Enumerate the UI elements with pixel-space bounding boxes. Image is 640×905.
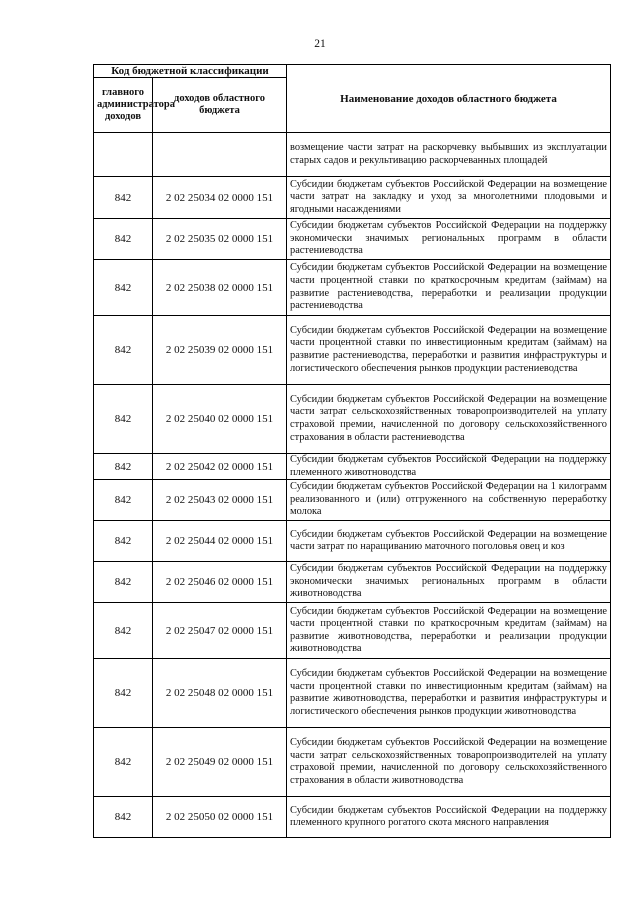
admin-code-cell: 842 (94, 521, 153, 562)
admin-code-cell: 842 (94, 177, 153, 219)
income-code-cell: 2 02 25035 02 0000 151 (153, 219, 287, 260)
admin-code-cell: 842 (94, 603, 153, 659)
income-name-cell: Субсидии бюджетам субъектов Российской Федерации на поддержку экономически значимых региональных программ в области животноводства (287, 562, 611, 603)
admin-code-cell: 842 (94, 562, 153, 603)
income-name-cell: Субсидии бюджетам субъектов Российской Федерации на возмещение части затрат на закладку и уход за многолетними плодовыми и ягодными насаждениями (287, 177, 611, 219)
income-code-cell: 2 02 25039 02 0000 151 (153, 316, 287, 385)
page-number: 21 (314, 38, 326, 50)
income-name-cell: Субсидии бюджетам субъектов Российской Федерации на 1 килограмм реализованного и (или) отгруженного на собственную переработку молока (287, 480, 611, 521)
table-row (94, 133, 611, 177)
admin-code-cell: 842 (94, 454, 153, 480)
admin-code-cell: 842 (94, 316, 153, 385)
admin-code-cell: 842 (94, 480, 153, 521)
income-code-cell: 2 02 25047 02 0000 151 (153, 603, 287, 659)
income-name-cell: Субсидии бюджетам субъектов Российской Федерации на поддержку племенного крупного рогатого скота мясного направления (287, 797, 611, 838)
income-code-cell: 2 02 25044 02 0000 151 (153, 521, 287, 562)
table-row (94, 385, 611, 454)
income-name-cell: Субсидии бюджетам субъектов Российской Федерации на поддержку племенного животноводства (287, 454, 611, 480)
table-row (94, 260, 611, 316)
income-code-cell: 2 02 25043 02 0000 151 (153, 480, 287, 521)
income-name-cell: Субсидии бюджетам субъектов Российской Федерации на возмещение части затрат по наращиванию маточного поголовья овец и коз (287, 521, 611, 562)
income-code-cell: 2 02 25034 02 0000 151 (153, 177, 287, 219)
income-name-cell: Субсидии бюджетам субъектов Российской Федерации на возмещение части процентной ставки по инвестиционным кредитам (займам) на развитие растениеводства, переработки и развития инфраструктуры и логистического обеспечения рынков продукции растениеводства (287, 316, 611, 385)
table-row (94, 480, 611, 521)
table-row (94, 521, 611, 562)
income-code-cell: 2 02 25046 02 0000 151 (153, 562, 287, 603)
header-code-column: доходов областного бюджета (153, 78, 287, 133)
income-code-cell: 2 02 25042 02 0000 151 (153, 454, 287, 480)
income-name-cell: Субсидии бюджетам субъектов Российской Федерации на возмещение части процентной ставки по краткосрочным кредитам (займам) на развитие растениеводства, переработки и реализации продукции растениеводства (287, 260, 611, 316)
header-admin-column: главного администратора доходов (94, 78, 153, 133)
budget-classification-table (93, 64, 611, 838)
admin-code-cell: 842 (94, 728, 153, 797)
admin-code-cell: 842 (94, 385, 153, 454)
table-row (94, 562, 611, 603)
admin-code-cell: 842 (94, 260, 153, 316)
income-code-cell: 2 02 25040 02 0000 151 (153, 385, 287, 454)
income-code-cell: 2 02 25048 02 0000 151 (153, 659, 287, 728)
table-row (94, 797, 611, 838)
income-name-cell: Субсидии бюджетам субъектов Российской Федерации на возмещение части процентной ставки по инвестиционным кредитам (займам) на развитие животноводства, переработки и развития инфраструктуры и логистического обеспечения рынков продукции животноводства (287, 659, 611, 728)
table-row (94, 177, 611, 219)
income-name-cell: Субсидии бюджетам субъектов Российской Федерации на поддержку экономически значимых региональных программ в области растениеводства (287, 219, 611, 260)
admin-code-cell: 842 (94, 797, 153, 838)
income-code-cell: 2 02 25038 02 0000 151 (153, 260, 287, 316)
table-row (94, 219, 611, 260)
table-row (94, 454, 611, 480)
table-row (94, 659, 611, 728)
table-row (94, 316, 611, 385)
income-code-cell: 2 02 25050 02 0000 151 (153, 797, 287, 838)
header-classification-group: Код бюджетной классификации (94, 65, 287, 78)
table-row (94, 728, 611, 797)
admin-code-cell: 842 (94, 659, 153, 728)
header-name-column: Наименование доходов областного бюджета (287, 65, 611, 133)
admin-code-cell (94, 133, 153, 177)
table-body (94, 133, 611, 838)
income-code-cell: 2 02 25049 02 0000 151 (153, 728, 287, 797)
table-row (94, 603, 611, 659)
income-name-cell: возмещение части затрат на раскорчевку выбывших из эксплуатации старых садов и рекультивацию раскорчеванных площадей (287, 133, 611, 177)
admin-code-cell: 842 (94, 219, 153, 260)
income-code-cell (153, 133, 287, 177)
income-name-cell: Субсидии бюджетам субъектов Российской Федерации на возмещение части затрат сельскохозяйственных товаропроизводителей на уплату страховой премии, начисленной по договору сельскохозяйственного страхования в области растениеводства (287, 385, 611, 454)
income-name-cell: Субсидии бюджетам субъектов Российской Федерации на возмещение части затрат сельскохозяйственных товаропроизводителей на уплату страховой премии, начисленной по договору сельскохозяйственного страхования в области животноводства (287, 728, 611, 797)
income-name-cell: Субсидии бюджетам субъектов Российской Федерации на возмещение части процентной ставки по краткосрочным кредитам (займам) на развитие животноводства, переработки и реализации продукции животноводства (287, 603, 611, 659)
